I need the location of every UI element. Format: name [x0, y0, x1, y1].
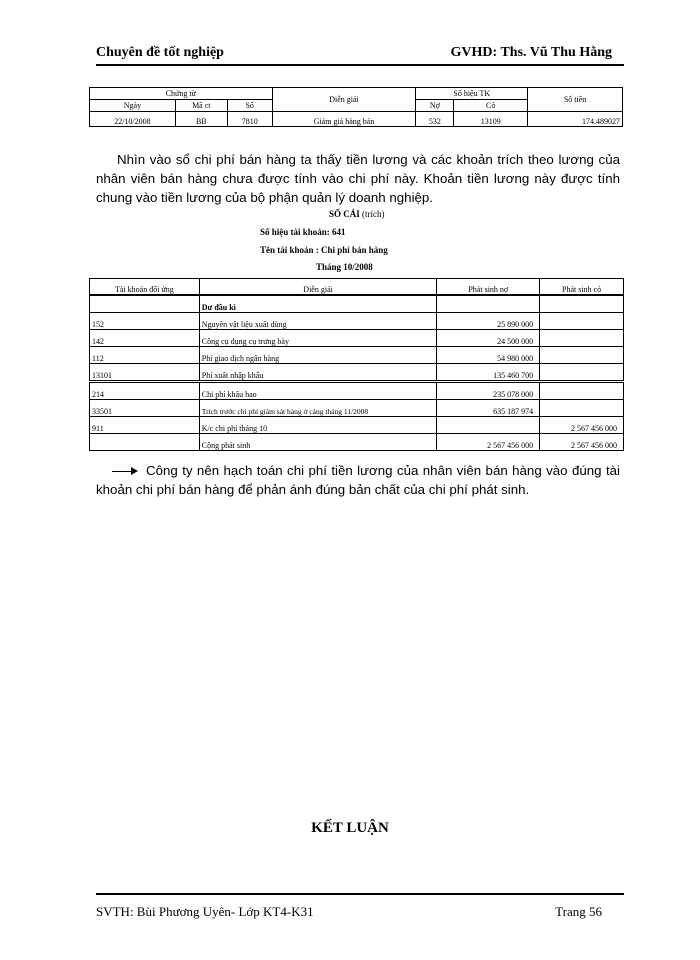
- cell-co: [540, 330, 624, 347]
- table-row: [90, 382, 624, 400]
- ledger-account-name: Tên tài khoản : Chi phí bán hàng: [260, 245, 388, 255]
- cell-no: 135 460 700: [437, 364, 540, 382]
- cell-no: 24 500 000: [437, 330, 540, 347]
- cell-no: 532: [416, 112, 454, 127]
- arrow-right-icon: [112, 466, 138, 476]
- table-row: [90, 434, 624, 451]
- cell-no: [437, 295, 540, 313]
- cell-no: 25 890 000: [437, 313, 540, 330]
- sub-mact: Mã ct: [175, 100, 227, 112]
- cell-dien-giai: Phí giao dịch ngân hàng: [199, 347, 437, 364]
- ledger-header-co: Phát sinh có: [540, 279, 624, 296]
- table-row: [90, 112, 623, 127]
- cell-co: 2 567 456 000: [540, 434, 624, 451]
- cell-co: [540, 295, 624, 313]
- cell-dien-giai: Giảm giá hàng bán: [272, 112, 416, 127]
- cell-dien-giai: Phí xuất nhập khẩu: [199, 364, 437, 382]
- header-title: Chuyên đề tốt nghiệp: [96, 45, 224, 60]
- paragraph-observation: Nhìn vào sổ chi phí bán hàng ta thấy tiền lương và các khoản trích theo lương của nhân viên bán hàng chưa được tính vào chi phí này. Khoản tiền lương này được tính chung vào tiền lương của bộ phận quản lý doanh nghiệp.: [96, 152, 620, 205]
- cell-tk: [90, 434, 200, 451]
- table-row: [90, 347, 624, 364]
- cell-so-tien: 174.489027: [528, 112, 623, 127]
- cell-tk: [90, 295, 200, 313]
- table-row: [90, 313, 624, 330]
- voucher-table: [89, 87, 623, 127]
- cell-tk: 911: [90, 417, 200, 434]
- page-header: [96, 44, 624, 66]
- sub-no: Nợ: [416, 100, 454, 112]
- ledger-month: Tháng 10/2008: [316, 262, 373, 272]
- ledger-header-dien-giai: Diễn giải: [199, 279, 437, 296]
- section-heading-conclusion: KẾT LUẬN: [311, 820, 389, 836]
- footer-page-number: Trang 56: [555, 904, 602, 919]
- ledger-title: [329, 209, 385, 219]
- sub-co: Có: [454, 100, 528, 112]
- page-footer: [96, 893, 624, 919]
- cell-mact: BB: [175, 112, 227, 127]
- header-advisor: GVHD: Ths. Vũ Thu Hằng: [450, 45, 612, 60]
- cell-dien-giai: Cộng phát sinh: [199, 434, 437, 451]
- cell-no: 635 187 974: [437, 400, 540, 417]
- table-row: [90, 364, 624, 382]
- ledger-header-tk: Tài khoản đối ứng: [90, 279, 200, 296]
- cell-tk: 112: [90, 347, 200, 364]
- cell-no: 54 980 000: [437, 347, 540, 364]
- group-sohieu: Số hiệu TK: [416, 88, 528, 100]
- table-row: [90, 330, 624, 347]
- cell-co: [540, 400, 624, 417]
- ledger-table: [89, 278, 624, 451]
- cell-dien-giai: Trích trước chi phí giám sát hàng ở cảng tháng 11/2008: [199, 400, 437, 417]
- cell-dien-giai: K/c chi phí tháng 10: [199, 417, 437, 434]
- cell-co: [540, 364, 624, 382]
- cell-no: 2 567 456 000: [437, 434, 540, 451]
- cell-co: [540, 382, 624, 400]
- table-row: [90, 400, 624, 417]
- sub-so: Số: [227, 100, 272, 112]
- ledger-header-no: Phát sinh nợ: [437, 279, 540, 296]
- cell-co: 2 567 456 000: [540, 417, 624, 434]
- footer-author: SVTH: Bùi Phương Uyên- Lớp KT4-K31: [96, 904, 314, 919]
- table-row: [90, 417, 624, 434]
- cell-tk: 142: [90, 330, 200, 347]
- cell-tk: 33501: [90, 400, 200, 417]
- cell-no: [437, 417, 540, 434]
- ledger-title-note: (trích): [362, 209, 385, 219]
- cell-dien-giai: Chi phí khấu hao: [199, 382, 437, 400]
- cell-dien-giai: Dư đầu kì: [199, 295, 437, 313]
- cell-dien-giai: Nguyên vật liệu xuất dùng: [199, 313, 437, 330]
- cell-so: 7810: [227, 112, 272, 127]
- table-row: [90, 295, 624, 313]
- cell-dien-giai: Công cụ dụng cụ trưng bày: [199, 330, 437, 347]
- cell-no: 235 078 000: [437, 382, 540, 400]
- sub-ngay: Ngày: [90, 100, 176, 112]
- cell-co: [540, 313, 624, 330]
- group-chungtu: Chứng từ: [90, 88, 273, 100]
- cell-tk: 13101: [90, 364, 200, 382]
- cell-co: 13109: [454, 112, 528, 127]
- cell-tk: 214: [90, 382, 200, 400]
- ledger-account-number: Số hiệu tài khoản: 641: [260, 227, 346, 237]
- recommendation-text: Công ty nên hạch toán chi phí tiền lương của nhân viên bán hàng vào đúng tài khoản chi phí bán hàng để phản ánh đúng bản chất của chi phí phát sinh.: [96, 463, 620, 497]
- cell-ngay: 22/10/2008: [90, 112, 176, 127]
- cell-tk: 152: [90, 313, 200, 330]
- col-dien-giai: Diễn giải: [272, 88, 416, 112]
- ledger-title-main: SỔ CÁI: [329, 209, 360, 219]
- paragraph-recommendation: [96, 461, 620, 499]
- col-so-tien: Số tiền: [528, 88, 623, 112]
- cell-co: [540, 347, 624, 364]
